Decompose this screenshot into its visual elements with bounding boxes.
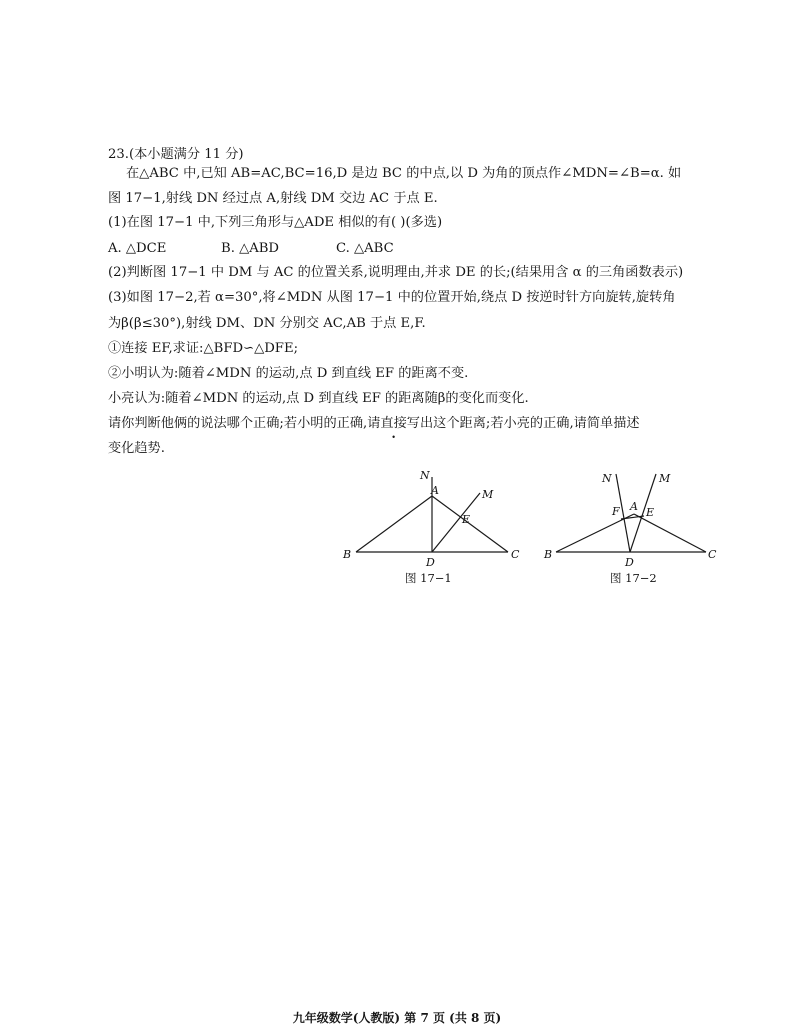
figure-17-1 bbox=[340, 462, 530, 572]
question-3-part-c: 小亮认为:随着∠MDN 的运动,点 D 到直线 EF 的距离随β的变化而变化. bbox=[108, 391, 529, 406]
fig1-label-b: B bbox=[343, 548, 352, 561]
fig1-label-e: E bbox=[462, 513, 471, 526]
fig2-label-m: M bbox=[659, 472, 671, 485]
question-3-line-1: (3)如图 17−2,若 α=30°,将∠MDN 从图 17−1 中的位置开始,绕点 D 按逆时针方向旋转,旋转角 bbox=[108, 290, 676, 305]
fig2-label-d: D bbox=[625, 556, 634, 569]
question-1-options bbox=[108, 240, 718, 258]
fig2-label-c: C bbox=[708, 548, 717, 561]
fig1-label-n: N bbox=[420, 469, 430, 482]
fig2-segment-ac bbox=[634, 514, 706, 552]
fig2-label-b: B bbox=[544, 548, 553, 561]
fig2-label-n: N bbox=[602, 472, 612, 485]
fig1-label-c: C bbox=[511, 548, 520, 561]
question-3-part-a: ①连接 EF,求证:△BFD∽△DFE; bbox=[108, 341, 299, 356]
fig1-label-d: D bbox=[426, 556, 435, 569]
question-3-line-2: 为β(β≤30°),射线 DM、DN 分别交 AC,AB 于点 E,F. bbox=[108, 316, 426, 331]
fig1-label-a: A bbox=[431, 484, 439, 497]
question-3-part-d bbox=[108, 415, 718, 433]
question-3-part-b: ②小明认为:随着∠MDN 的运动,点 D 到直线 EF 的距离不变. bbox=[108, 366, 469, 381]
fig2-label-a: A bbox=[630, 500, 638, 513]
option-a: A. △DCE bbox=[108, 241, 167, 256]
fig1-segment-ab bbox=[356, 496, 432, 552]
figure-17-1-caption: 图 17−1 bbox=[405, 571, 452, 585]
fig2-label-e: E bbox=[646, 506, 655, 519]
figure-17-2-caption: 图 17−2 bbox=[610, 571, 657, 585]
option-b: B. △ABD bbox=[221, 241, 280, 256]
figure-17-2 bbox=[540, 462, 720, 572]
question-1: (1)在图 17−1 中,下列三角形与△ADE 相似的有( )(多选) bbox=[108, 215, 443, 230]
problem-intro-line-1: 在△ABC 中,已知 AB=AC,BC=16,D 是边 BC 的中点,以 D 为角的顶点作∠MDN=∠B=α. 如 bbox=[126, 166, 682, 181]
fig1-label-m: M bbox=[482, 488, 494, 501]
problem-header: 23.(本小题满分 11 分) bbox=[108, 147, 244, 162]
page-footer: 九年级数学(人教版) 第 7 页 (共 8 页) bbox=[292, 1011, 502, 1025]
question-3-part-e: 变化趋势. bbox=[108, 441, 165, 456]
fig2-segment-ab bbox=[556, 514, 634, 552]
part-d-pre: 请你判断他俩的说法哪个正确;若小明的正确,请 bbox=[108, 416, 381, 431]
part-d-post: 写出这个距离;若小亮的正确,请简单描述 bbox=[406, 416, 640, 431]
option-c: C. △ABC bbox=[336, 241, 394, 256]
part-d-emphasis: 直接 bbox=[380, 416, 407, 431]
problem-intro-line-2: 图 17−1,射线 DN 经过点 A,射线 DM 交边 AC 于点 E. bbox=[108, 191, 438, 206]
fig2-label-f: F bbox=[612, 505, 620, 518]
question-2: (2)判断图 17−1 中 DM 与 AC 的位置关系,说明理由,并求 DE 的长;(结果用含 α 的三角函数表示) bbox=[108, 265, 684, 280]
